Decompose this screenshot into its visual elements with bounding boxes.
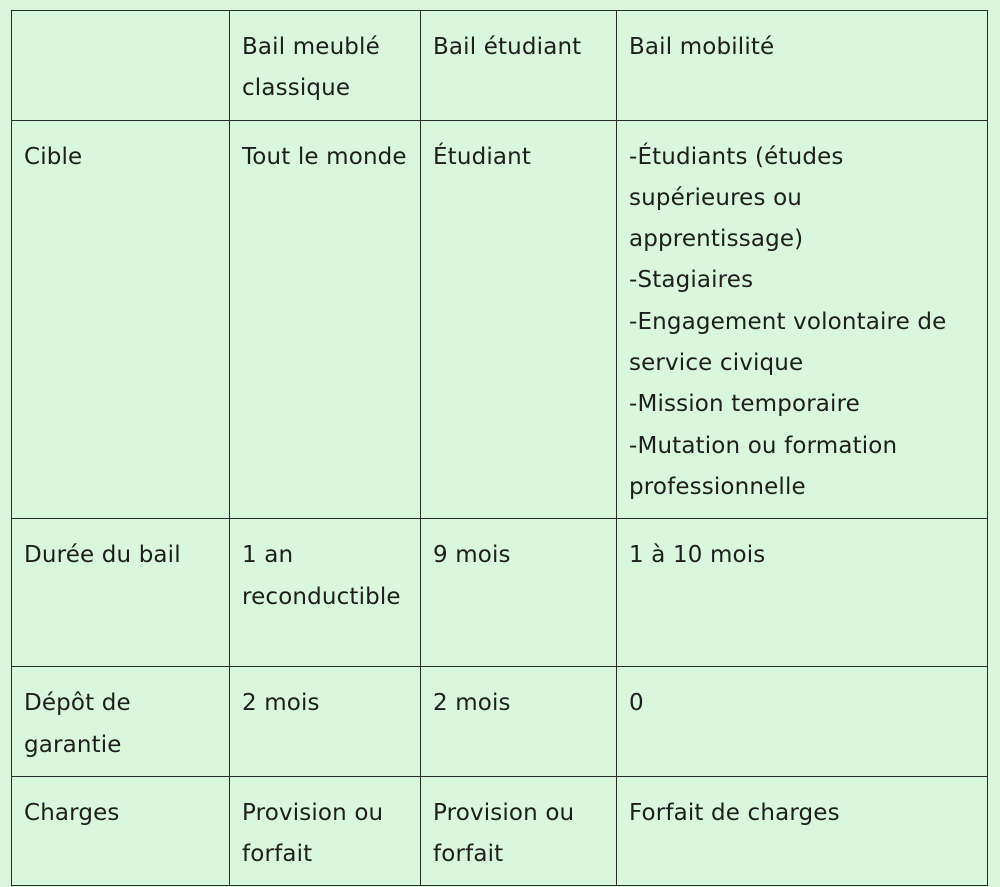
table-row	[12, 519, 988, 667]
cible-mobilite-line: -Étudiants (études supérieures ou apprentissage)	[629, 143, 844, 253]
table-row	[12, 776, 988, 886]
cell-cible-mobilite	[617, 120, 988, 519]
cell-cible-etudiant: Étudiant	[421, 120, 617, 519]
header-bail-meuble-classique: Bail meublé classique	[230, 11, 421, 121]
cible-mobilite-line: -Engagement volontaire de service civique	[629, 308, 947, 377]
cell-duree-etudiant: 9 mois	[421, 519, 617, 667]
header-empty-cell	[12, 11, 230, 121]
row-label-depot: Dépôt de garantie	[12, 667, 230, 777]
cell-depot-meuble-classique: 2 mois	[230, 667, 421, 777]
cell-charges-meuble-classique: Provision ou forfait	[230, 776, 421, 886]
cell-charges-mobilite: Forfait de charges	[617, 776, 988, 886]
cell-duree-mobilite: 1 à 10 mois	[617, 519, 988, 667]
header-bail-etudiant: Bail étudiant	[421, 11, 617, 121]
table-row	[12, 667, 988, 777]
cell-depot-etudiant: 2 mois	[421, 667, 617, 777]
row-label-charges: Charges	[12, 776, 230, 886]
cell-charges-etudiant: Provision ou forfait	[421, 776, 617, 886]
cell-duree-meuble-classique: 1 an reconductible	[230, 519, 421, 667]
cible-mobilite-line: -Mission temporaire	[629, 391, 860, 418]
cible-mobilite-line: -Mutation ou formation professionnelle	[629, 432, 898, 500]
row-label-duree: Durée du bail	[12, 519, 230, 667]
lease-comparison-table	[11, 10, 988, 886]
row-label-cible: Cible	[12, 120, 230, 519]
table-row	[12, 120, 988, 519]
cell-depot-mobilite: 0	[617, 667, 988, 777]
table-header-row	[12, 11, 988, 121]
cible-mobilite-line: -Stagiaires	[629, 267, 754, 294]
header-bail-mobilite: Bail mobilité	[617, 11, 988, 121]
cell-cible-meuble-classique: Tout le monde	[230, 120, 421, 519]
